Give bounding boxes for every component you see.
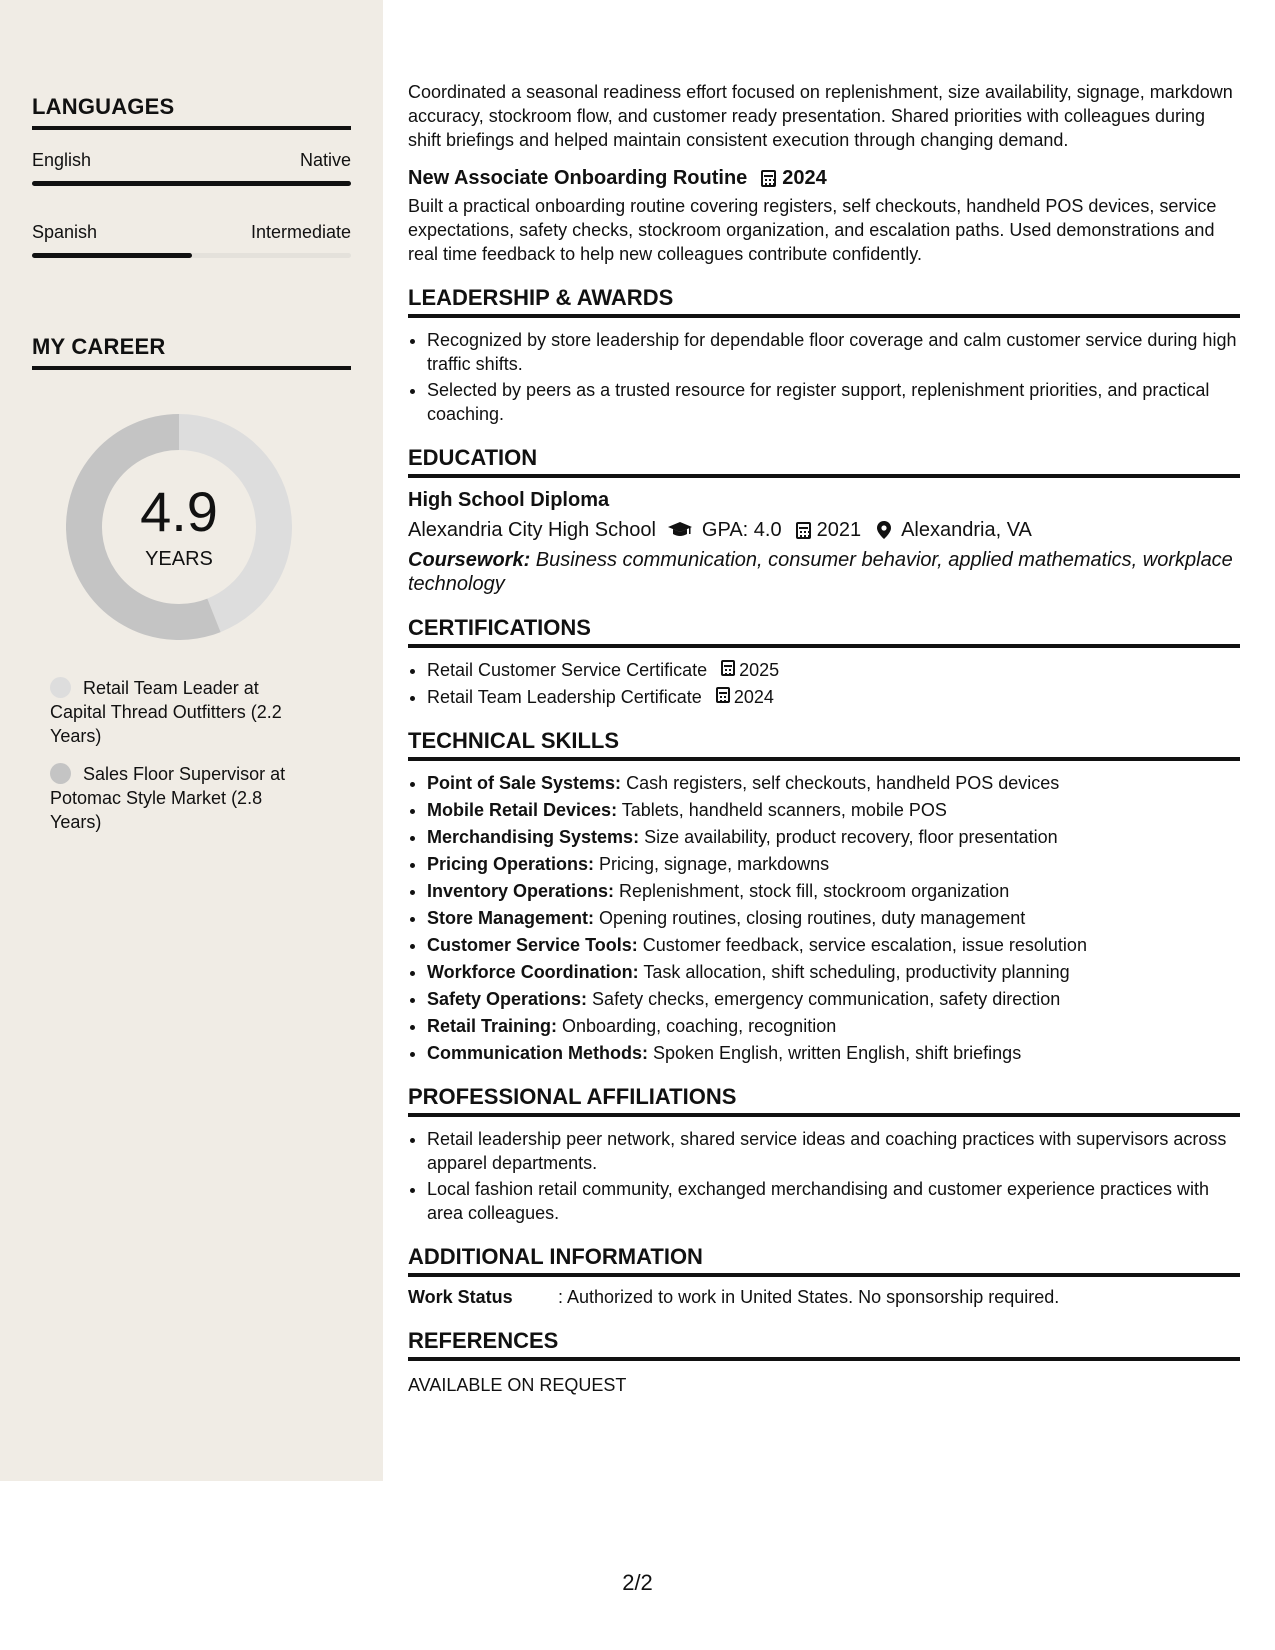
languages-section	[32, 94, 351, 258]
skill-value: Pricing, signage, markdowns	[594, 854, 830, 874]
skill-value: Onboarding, coaching, recognition	[557, 1016, 837, 1036]
additional-info-heading: ADDITIONAL INFORMATION	[408, 1245, 1240, 1277]
references-text: AVAILABLE ON REQUEST	[408, 1375, 627, 1395]
certification-item	[427, 685, 1240, 709]
language-name: English	[32, 150, 92, 170]
intro-paragraph: Coordinated a seasonal readiness effort focused on replenishment, size availability, signage, markdown accuracy, stockroom flow, and customer ready presentation. Shared priorities with colleagues during shift briefings and helped maintain consistent execution through changing demand.	[408, 82, 1233, 150]
affiliations-list	[408, 1127, 1240, 1225]
language-item	[32, 222, 351, 258]
career-item-text: Sales Floor Supervisor at Potomac Style Market (2.8 Years)	[50, 764, 286, 832]
work-status-label: Work Status	[408, 1287, 513, 1307]
skills-heading: TECHNICAL SKILLS	[408, 729, 1240, 761]
project-title: New Associate Onboarding Routine	[408, 167, 748, 189]
certification-name: Retail Customer Service Certificate	[427, 660, 708, 680]
project-paragraph: Built a practical onboarding routine covering registers, self checkouts, handheld POS devices, service expectations, safety checks, stockroom organization, and escalation paths. Used demonstrations and real time feedback to help new colleagues contribute confidently.	[408, 196, 1217, 264]
graduation-cap-icon	[668, 522, 692, 538]
certification-name: Retail Team Leadership Certificate	[427, 687, 702, 707]
skill-item	[427, 960, 1240, 984]
work-status-value: : Authorized to work in United States. No sponsorship required.	[558, 1287, 1060, 1307]
language-level: Native	[299, 150, 351, 170]
list-item: • Local fashion retail community, exchanged merchandising and customer experience practices with area colleagues.	[427, 1177, 1240, 1225]
certification-year: 2025	[739, 660, 780, 680]
language-item	[32, 150, 351, 186]
project-title-row	[408, 166, 1240, 190]
skill-item	[427, 987, 1240, 1011]
calendar-icon	[796, 522, 811, 539]
language-proficiency-fill	[32, 253, 192, 258]
education-location: Alexandria, VA	[901, 519, 1032, 541]
coursework-label: Coursework:	[408, 549, 531, 571]
languages-heading: LANGUAGES	[32, 94, 351, 130]
list-item: • Retail leadership peer network, shared service ideas and coaching practices with supervisors across apparel departments.	[427, 1127, 1240, 1175]
language-proficiency-fill	[32, 181, 351, 186]
skill-label: Store Management:	[427, 908, 595, 928]
certification-year: 2024	[733, 687, 774, 707]
list-item: • Recognized by store leadership for dependable floor coverage and calm customer service during high traffic shifts.	[427, 328, 1240, 376]
calendar-icon	[721, 660, 735, 676]
project-year: 2024	[782, 167, 827, 189]
education-year: 2021	[816, 519, 862, 541]
skill-value: Tablets, handheld scanners, mobile POS	[617, 800, 947, 820]
leadership-heading: LEADERSHIP & AWARDS	[408, 286, 1240, 318]
location-pin-icon	[877, 521, 891, 539]
skill-item	[427, 1014, 1240, 1038]
career-list	[50, 676, 310, 848]
skill-value: Cash registers, self checkouts, handheld POS devices	[621, 773, 1060, 793]
skill-item	[427, 906, 1240, 930]
language-proficiency-bar	[32, 253, 351, 258]
career-section	[32, 334, 351, 370]
education-degree: High School Diploma	[408, 489, 610, 511]
career-item	[50, 762, 310, 834]
skill-label: Communication Methods:	[427, 1043, 648, 1063]
education-school: Alexandria City High School	[408, 519, 656, 541]
affiliations-heading: PROFESSIONAL AFFILIATIONS	[408, 1085, 1240, 1117]
career-item-text: Retail Team Leader at Capital Thread Outfitters (2.2 Years)	[50, 678, 282, 746]
language-level: Intermediate	[250, 222, 351, 242]
career-item	[50, 676, 310, 748]
skill-item	[427, 798, 1240, 822]
career-donut-chart	[66, 414, 292, 640]
education-heading: EDUCATION	[408, 446, 1240, 478]
skill-value: Opening routines, closing routines, duty management	[594, 908, 1026, 928]
skill-label: Inventory Operations:	[427, 881, 615, 901]
skill-label: Retail Training:	[427, 1016, 558, 1036]
skill-item	[427, 1041, 1240, 1065]
legend-dot	[50, 677, 71, 698]
language-name: Spanish	[32, 222, 98, 242]
education-coursework	[408, 548, 1240, 596]
page-number: 2/2	[622, 1570, 653, 1595]
skill-item	[427, 771, 1240, 795]
certifications-heading: CERTIFICATIONS	[408, 616, 1240, 648]
skill-label: Pricing Operations:	[427, 854, 595, 874]
skill-label: Customer Service Tools:	[427, 935, 638, 955]
list-item: • Selected by peers as a trusted resource for register support, replenishment priorities, and practical coaching.	[427, 378, 1240, 426]
skill-item	[427, 825, 1240, 849]
skills-list	[408, 771, 1240, 1065]
language-proficiency-bar	[32, 181, 351, 186]
coursework-text: Business communication, consumer behavior, applied mathematics, workplace technology	[408, 549, 1233, 595]
donut-center	[66, 414, 292, 640]
skill-value: Replenishment, stock fill, stockroom organization	[614, 881, 1010, 901]
references-heading: REFERENCES	[408, 1329, 1240, 1361]
skill-value: Customer feedback, service escalation, issue resolution	[637, 935, 1087, 955]
skill-label: Merchandising Systems:	[427, 827, 640, 847]
skill-value: Task allocation, shift scheduling, productivity planning	[638, 962, 1070, 982]
skill-label: Safety Operations:	[427, 989, 588, 1009]
skill-label: Workforce Coordination:	[427, 962, 639, 982]
skill-item	[427, 933, 1240, 957]
skill-label: Point of Sale Systems:	[427, 773, 622, 793]
education-details	[408, 518, 1240, 542]
education-gpa: GPA: 4.0	[701, 519, 782, 541]
skill-item	[427, 879, 1240, 903]
career-heading: MY CAREER	[32, 334, 351, 370]
sidebar	[0, 0, 383, 1481]
calendar-icon	[716, 687, 730, 703]
main-content	[408, 80, 1240, 1397]
legend-dot	[50, 763, 71, 784]
skill-label: Mobile Retail Devices:	[427, 800, 618, 820]
career-total-value: 4.9	[140, 480, 218, 543]
work-status-row	[408, 1285, 1240, 1309]
certification-item	[427, 658, 1240, 682]
skill-value: Spoken English, written English, shift briefings	[648, 1043, 1022, 1063]
skill-value: Size availability, product recovery, floor presentation	[639, 827, 1058, 847]
certifications-list	[408, 658, 1240, 709]
skill-value: Safety checks, emergency communication, safety direction	[587, 989, 1061, 1009]
calendar-icon	[761, 170, 776, 187]
leadership-list	[408, 328, 1240, 426]
career-total-unit: YEARS	[145, 548, 213, 570]
skill-item	[427, 852, 1240, 876]
